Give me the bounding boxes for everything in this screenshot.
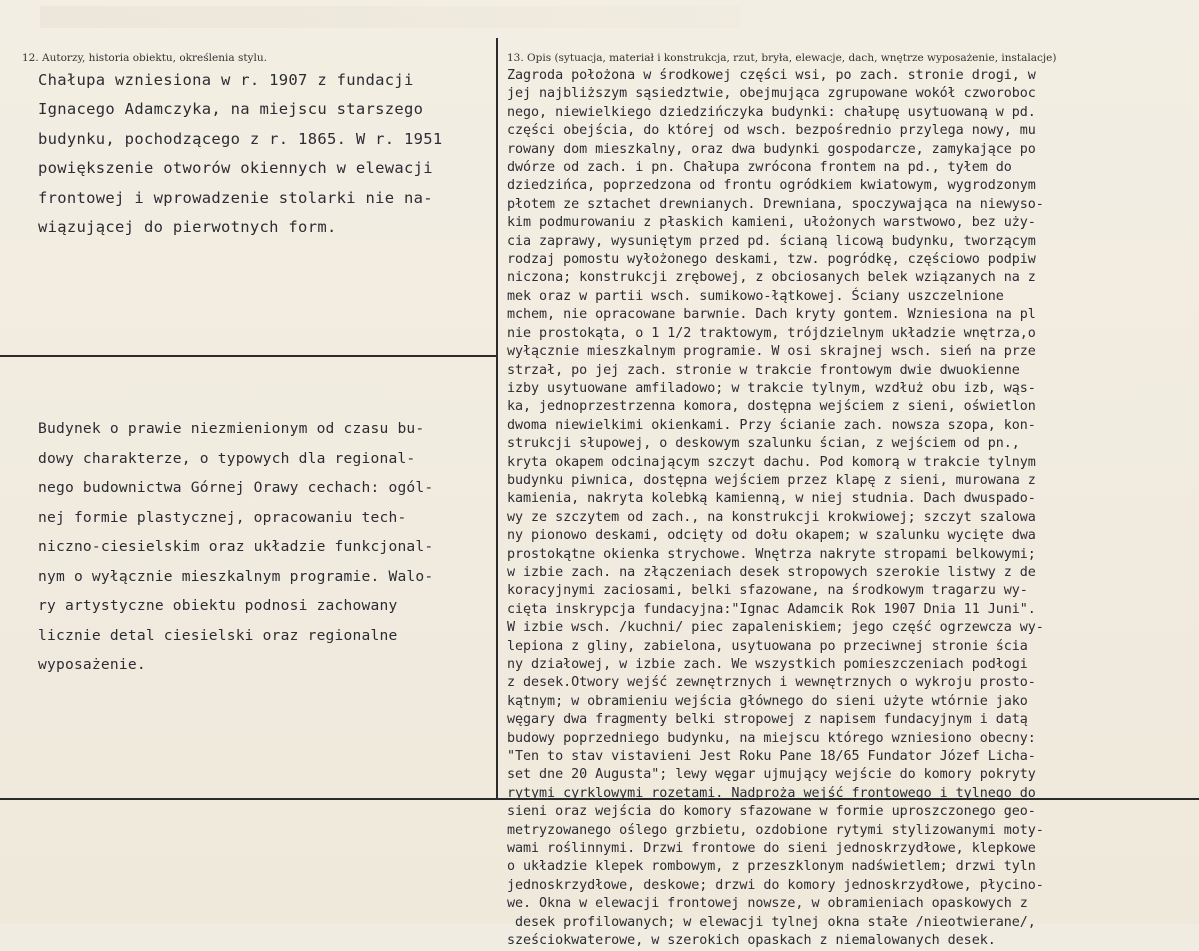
text-line: cia zaprawy, wysuniętym przed pd. ścianą licową budynku, tworzącym (507, 233, 1036, 249)
text-line: dwoma niewielkimi okienkami. Przy ścianie zach. nowsza szopa, kon- (507, 417, 1036, 433)
text-line: dowy charakterze, o typowych dla regional- (38, 449, 416, 467)
text-line: "Ten to stav vistavieni Jest Roku Pane 18/65 Fundator Józef Licha- (507, 749, 1036, 765)
text-line: budowy poprzedniego budynku, na miejscu którego wzniesiono obecny: (507, 730, 1036, 746)
text-line: dziedzińca, poprzedzona od frontu ogródkiem kwiatowym, wygrodzonym (507, 178, 1036, 194)
text-line: strzał, po jej zach. stronie w trakcie frontowym dwie dwuokienne (507, 362, 1020, 378)
text-line: budynku, pochodzącego z r. 1865. W r. 1951 (38, 129, 443, 148)
text-line: lepiona z gliny, zabielona, usytuowana po przeciwnej stronie ścia (507, 638, 1028, 654)
text-line: węgary dwa fragmenty belki stropowej z napisem fundacyjnym i datą (507, 712, 1028, 728)
text-line: nie prostokąta, o 1 1/2 traktowym, trójdzielnym układzie wnętrza,o (507, 325, 1036, 341)
text-line: wyłącznie mieszkalnym programie. W osi skrajnej wsch. sień na prze (507, 344, 1036, 360)
text-line: rodzaj pomostu wyłożonego deskami, tzw. pogródkę, częściowo podpiw (507, 252, 1036, 268)
section-12-label: 12. Autorzy, historia obiektu, określenia stylu. (22, 52, 267, 64)
text-line: koracyjnymi zaciosami, belki sfazowane, na środkowym tragarzu wy- (507, 583, 1028, 599)
text-line: rowany dom mieszkalny, oraz dwa budynki gospodarcze, zamykające po (507, 141, 1036, 157)
text-line: desek profilowanych; w elewacji tylnej okna stałe /nieotwierane/, (507, 914, 1036, 930)
text-line: frontowej i wprowadzenie stolarki nie na- (38, 188, 433, 207)
paper-stain (40, 6, 740, 28)
description-text (507, 67, 1044, 951)
text-line: rytymi cyrklowymi rozetami. Nadproża wejść frontowego i tylnego do (507, 785, 1036, 801)
text-line: wiązującej do pierwotnych form. (38, 218, 337, 237)
text-line: wami roślinnymi. Drzwi frontowe do sieni jednoskrzydłowe, klepkowe (507, 841, 1036, 857)
section-13-label: 13. Opis (sytuacja, materiał i konstrukcja, rzut, bryła, elewacje, dach, wnętrze wyposażenie, instalacje) (507, 52, 1057, 64)
text-line: w izbie zach. na złączeniach desek stropowych szerokie listwy z de (507, 564, 1036, 580)
text-line: kim podmurowaniu z płaskich kamieni, ułożonych warstwowo, bez uży- (507, 215, 1036, 231)
text-line: jej najbliższym sąsiedztwie, obejmująca zgrupowane wokół czworoboc (507, 86, 1036, 102)
text-line: we. Okna w elewacji frontowej nowsze, w obramieniach opaskowych z (507, 896, 1028, 912)
text-line: nym o wyłącznie mieszkalnym programie. Walo- (38, 567, 434, 585)
authors-history-text (38, 66, 443, 242)
text-line: z desek.Otwory wejść zewnętrznych i wewnętrznych o wykroju prosto- (507, 675, 1036, 691)
text-line: W izbie wsch. /kuchni/ piec zapaleniskiem; jego część ogrzewcza wy- (507, 620, 1044, 636)
text-line: Chałupa wzniesiona w r. 1907 z fundacji (38, 71, 414, 89)
text-line: set dne 20 Augusta"; lewy węgar ujmujący wejście do komory pokryty (507, 767, 1036, 783)
text-line: ry artystyczne obiektu podnosi zachowany (38, 597, 398, 614)
text-line: Ignacego Adamczyka, na miejscu starszego (38, 100, 424, 119)
text-line: mchem, nie opracowane barwnie. Dach kryty gontem. Wzniesiona na pl (507, 307, 1036, 323)
text-line: cięta inskrypcja fundacyjna:"Ignac Adamcik Rok 1907 Dnia 11 Juni". (507, 601, 1036, 617)
column-divider (496, 38, 498, 798)
text-line: kamienia, nakryta kolebką kamienną, w niej studnia. Dach dwuspado- (507, 491, 1036, 507)
text-line: nego, niewielkiego dziedzińczyka budynki: chałupę usytuowaną w pd. (507, 104, 1036, 120)
text-line: budynku piwnica, dostępna wejściem przez klapę z sieni, murowana z (507, 472, 1036, 488)
text-line: strukcji słupowej, o deskowym szalunku ścian, z wejściem od pn., (507, 436, 1020, 452)
text-line: części obejścia, do której od wsch. bezpośrednio przylega nowy, mu (507, 123, 1036, 139)
text-line: ka, jednoprzestrzenna komora, dostępna wejściem z sieni, oświetlon (507, 399, 1036, 415)
assessment-text (38, 414, 433, 680)
text-line: sześciokwaterowe, w szerokich opaskach z niemalowanych desek. (507, 933, 996, 949)
text-line: kryta okapem odcinającym szczyt dachu. Pod komorą w trakcie tylnym (507, 454, 1036, 470)
text-line: Budynek o prawie niezmienionym od czasu bu- (38, 420, 425, 437)
text-line: mek oraz w partii wsch. sumikowo-łątkowej. Ściany uszczelnione (507, 288, 1004, 304)
text-line: powiększenie otworów okiennych w elewacji (38, 159, 433, 178)
text-line: o układzie klepek rombowym, z przeszklonym nadświetlem; drzwi tyln (507, 859, 1036, 875)
text-line: płotem ze sztachet drewnianych. Drewniana, spoczywająca na niewyso- (507, 196, 1044, 212)
text-line: niczno-ciesielskim oraz układzie funkcjonal- (38, 538, 434, 555)
text-line: jednoskrzydłowe, deskowe; drzwi do komory jednoskrzydłowe, płycino- (507, 877, 1044, 893)
text-line: niczona; konstrukcji zrębowej, z obciosanych belek wziązanych na z (507, 270, 1036, 286)
text-line: kątnym; w obramieniu wejścia głównego do sieni użyte wtórnie jako (507, 693, 1028, 709)
text-line: wyposażenie. (38, 656, 146, 673)
text-line: ny działowej, w izbie zach. We wszystkich pomieszczeniach podłogi (507, 657, 1028, 672)
text-line: ny pionowo deskami, odcięty od dołu okapem; w szalunku wycięte dwa (507, 528, 1036, 544)
text-line: izby usytuowane amfiladowo; w trakcie tylnym, wzdłuż obu izb, wąs- (507, 380, 1036, 396)
text-line: dwórze od zach. i pn. Chałupa zwrócona frontem na pd., tyłem do (507, 160, 1012, 176)
text-line: licznie detal ciesielski oraz regionalne (38, 626, 398, 644)
text-line: Zagroda położona w środkowej części wsi, po zach. stronie drogi, w (507, 68, 1036, 83)
text-line: sieni oraz wejścia do komory sfazowane w formie uproszczonego geo- (507, 804, 1036, 820)
text-line: nego budownictwa Górnej Orawy cechach: ogól- (38, 479, 434, 496)
text-line: metryzowanego oślego grzbietu, ozdobione rytymi stylizowanymi moty- (507, 822, 1044, 838)
text-line: prostokątne okienka strychowe. Wnętrza nakryte stropami belkowymi; (507, 546, 1036, 562)
text-line: wy ze szczytem od zach., na konstrukcji krokwiowej; szczyt szalowa (507, 509, 1036, 525)
left-section-divider (0, 355, 496, 357)
text-line: nej formie plastycznej, opracowaniu tech- (38, 508, 407, 526)
